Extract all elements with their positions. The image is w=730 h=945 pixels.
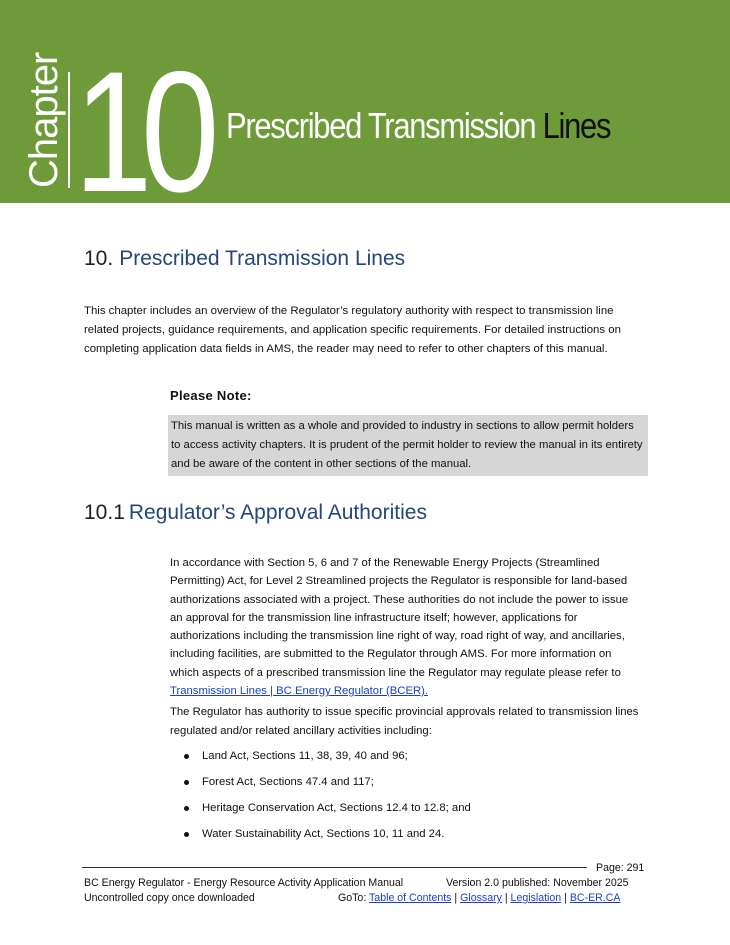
list-item: Land Act, Sections 11, 38, 39, 40 and 96; bbox=[170, 746, 630, 772]
chapter-title-accent: Lines bbox=[542, 105, 611, 146]
chapter-divider bbox=[68, 72, 70, 188]
list-item: Heritage Conservation Act, Sections 12.4 to 12.8; and bbox=[170, 798, 630, 824]
note-box: This manual is written as a whole and provided to industry in sections to allow permit holders to access activity chapters. It is prudent of the permit holder to review the manual in its entirety and be aware of the content in other sections of the manual. bbox=[168, 415, 648, 476]
goto-links: GoTo: Table of Contents | Glossary | Legislation | BC-ER.CA bbox=[338, 892, 621, 904]
manual-title: BC Energy Regulator - Energy Resource Activity Application Manual bbox=[84, 877, 404, 889]
subsection-heading bbox=[84, 498, 427, 528]
authorities-text: In accordance with Section 5, 6 and 7 of the Renewable Energy Projects (Streamlined Permitting) Act, for Level 2 Streamlined projects the Regulator is responsible for land-based authorizations associated with a project. These authorities do not include the power to issue an approval for the transmission line infrastructure itself; however, applications for authorizations including the transmission line right of way, road right of way, and ancillaries, including facilities, are submitted to the Regulator through AMS. For more information on which aspects of a prescribed transmission line the Regulator may regulate please refer to bbox=[170, 557, 629, 679]
glossary-link[interactable]: Glossary bbox=[460, 892, 502, 904]
transmission-lines-link[interactable]: Transmission Lines | BC Energy Regulator (BCER). bbox=[170, 685, 429, 698]
subsection-title: Regulator’s Approval Authorities bbox=[128, 501, 427, 524]
chapter-banner bbox=[0, 0, 730, 228]
goto-label: GoTo: bbox=[338, 892, 370, 904]
approvals-paragraph: The Regulator has authority to issue specific provincial approvals related to transmission lines regulated and/or related ancillary activities including: bbox=[170, 706, 639, 737]
chapter-number: 10 bbox=[74, 36, 208, 228]
note-label: Please Note: bbox=[170, 388, 252, 403]
uncontrolled-notice: Uncontrolled copy once downloaded bbox=[84, 892, 255, 904]
bcer-link[interactable]: BC-ER.CA bbox=[569, 892, 621, 904]
list-item: Forest Act, Sections 47.4 and 117; bbox=[170, 772, 630, 798]
page-number: Page: 291 bbox=[596, 862, 645, 874]
section-number: 10. bbox=[84, 247, 114, 270]
section-title: Prescribed Transmission Lines bbox=[119, 247, 406, 270]
chapter-title-main: Prescribed Transmission bbox=[226, 105, 543, 146]
chapter-label: Chapter bbox=[22, 52, 66, 188]
footer-divider bbox=[82, 867, 587, 868]
toc-link[interactable]: Table of Contents bbox=[369, 892, 452, 904]
acts-list bbox=[170, 746, 630, 850]
chapter-title bbox=[226, 104, 610, 148]
intro-paragraph: This chapter includes an overview of the Regulator’s regulatory authority with respect to transmission line related projects, guidance requirements, and application specific requirements. For detailed instructions on completing application data fields in AMS, the reader may need to refer to other chapters of this manual. bbox=[84, 305, 621, 355]
legislation-link[interactable]: Legislation bbox=[510, 892, 562, 904]
authorities-paragraph bbox=[170, 554, 632, 700]
section-heading bbox=[84, 245, 405, 273]
version-info: Version 2.0 published: November 2025 bbox=[446, 877, 629, 889]
list-item: Water Sustainability Act, Sections 10, 11 and 24. bbox=[170, 824, 630, 850]
subsection-number: 10.1 bbox=[84, 501, 125, 524]
